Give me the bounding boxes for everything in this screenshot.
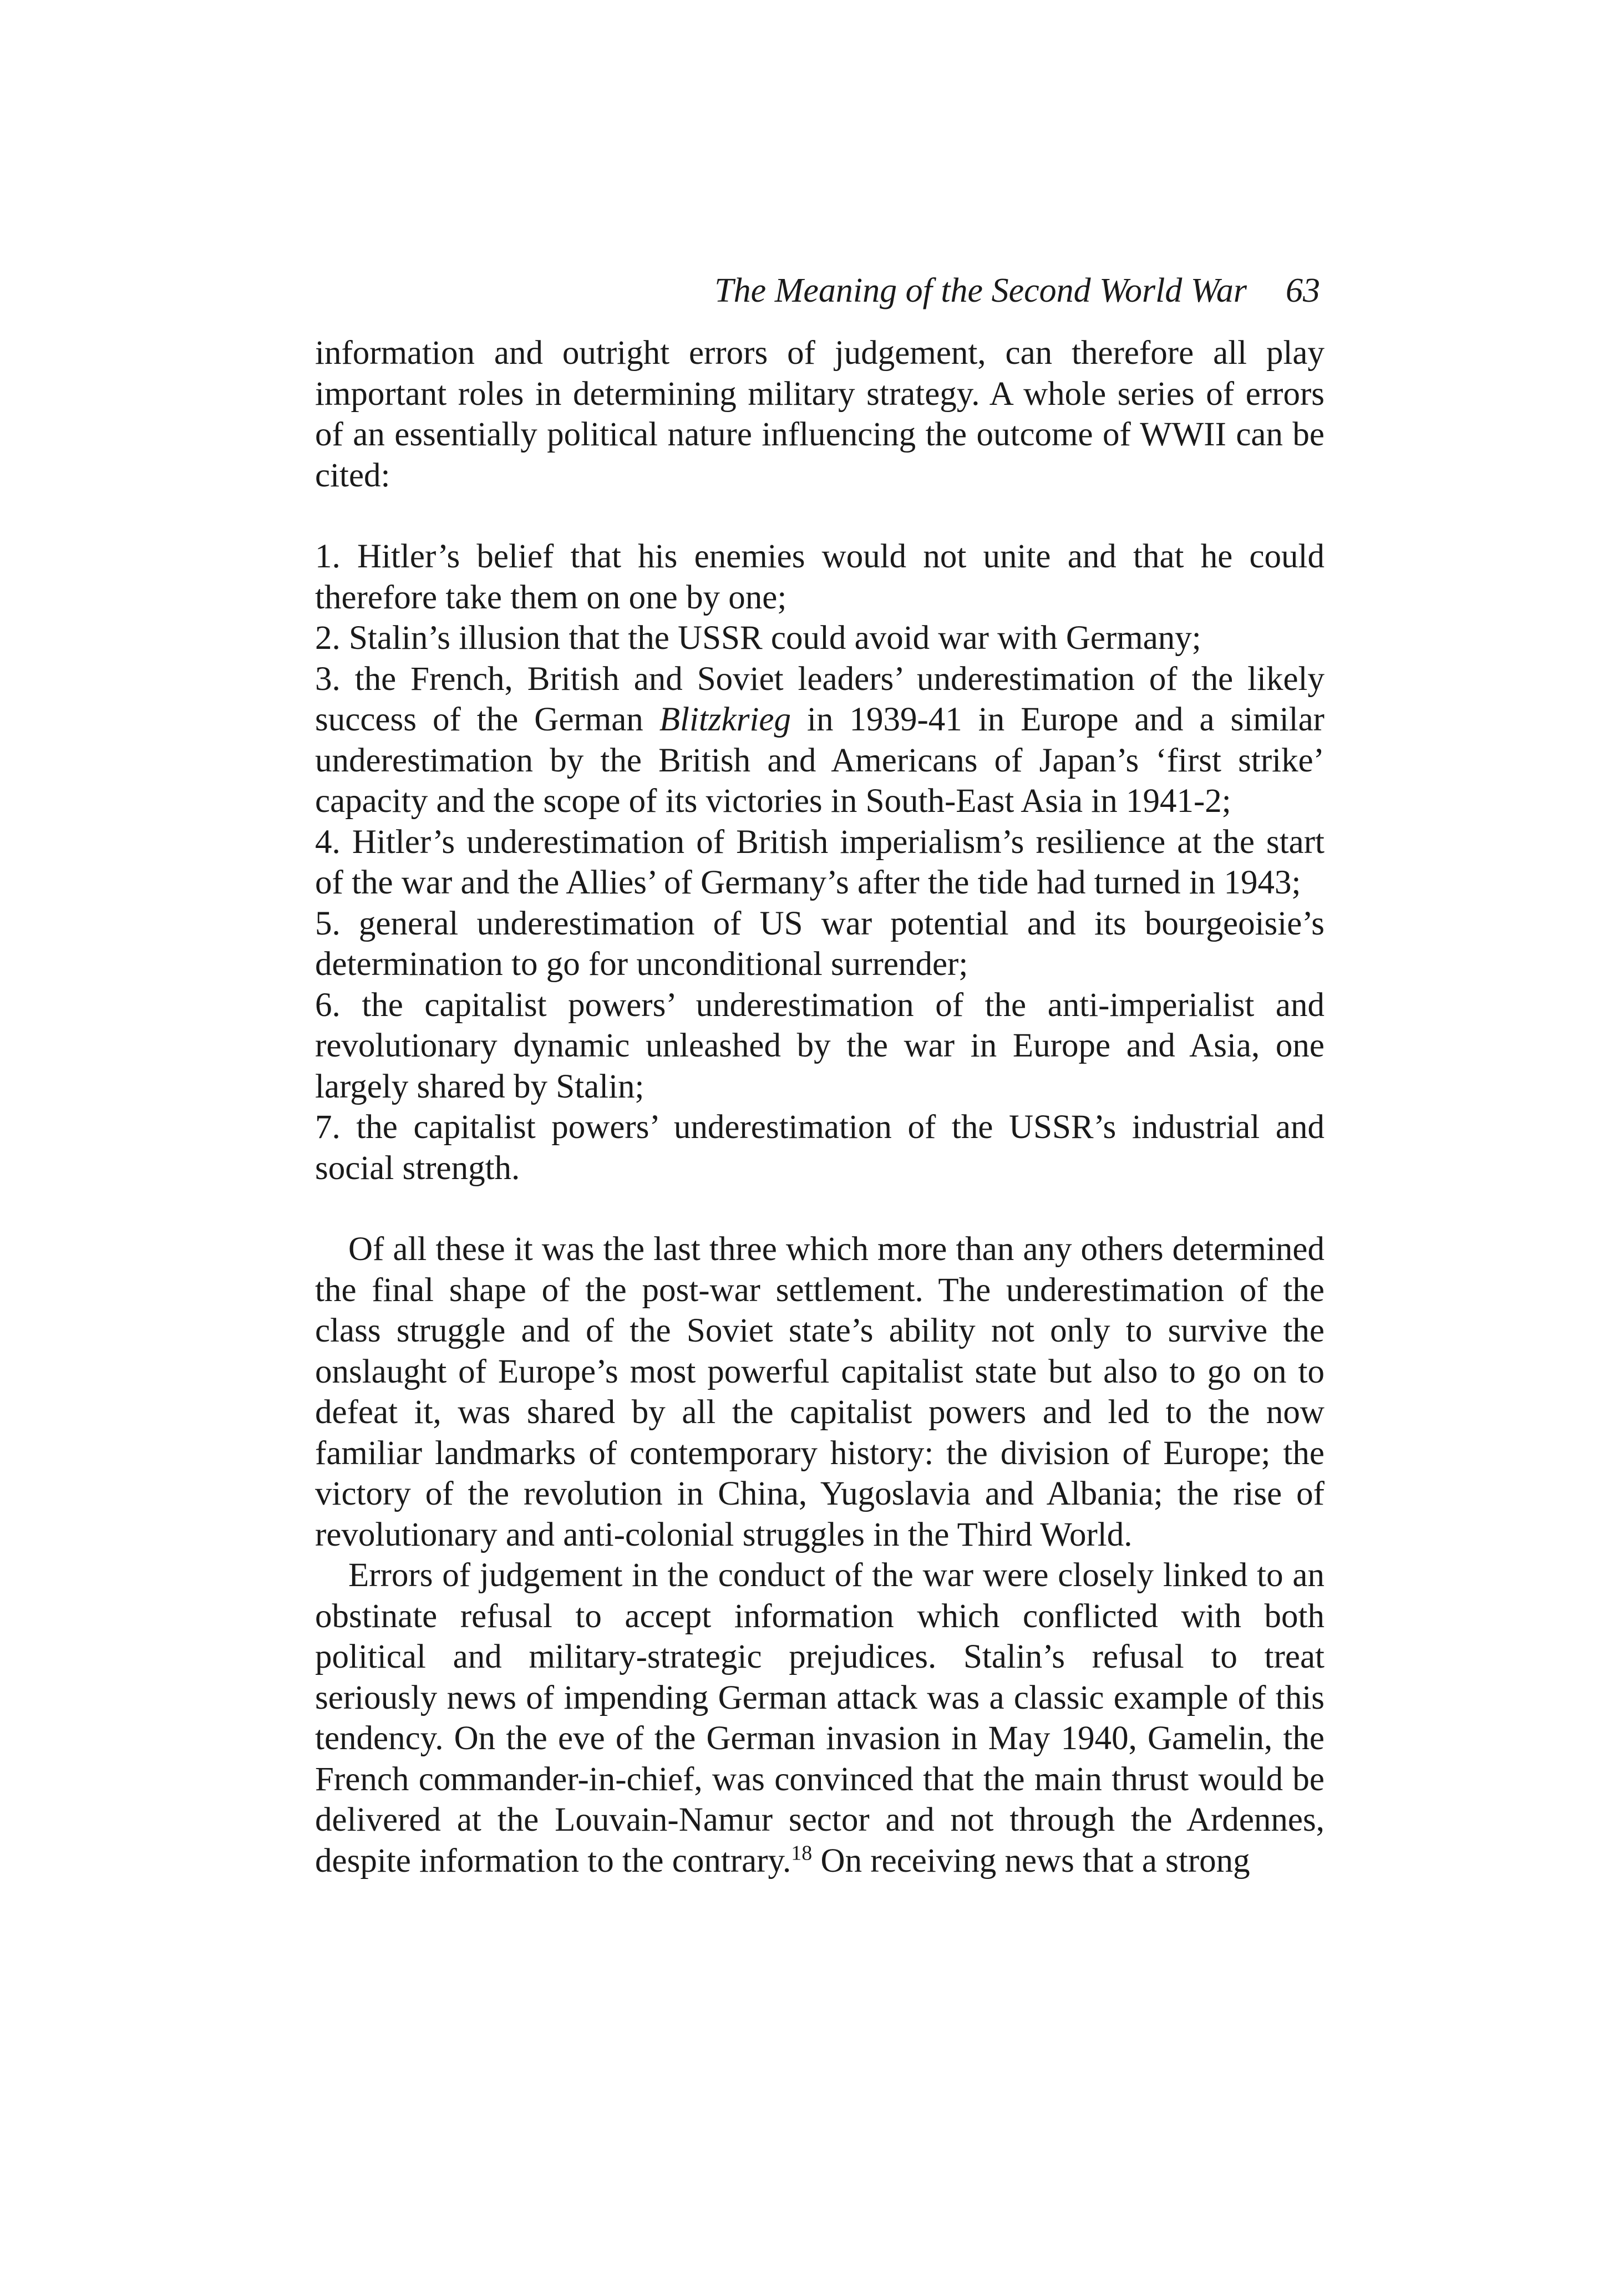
list-item [315, 903, 1324, 985]
body-paragraph: Of all these it was the last three which more than any others determined the final shape of the post-war settlement. The underestimation of the class struggle and of the Soviet state’s ability not only to survive the onslaught of Europe’s most powerful capitalist state but also to go on to defeat it, was shared by all the capitalist powers and led to the now familiar landmarks of contemporary history: the division of Europe; the victory of the revolution in China, Yugoslavia and Albania; the rise of revolutionary and anti-colonial struggles in the Third World. [315, 1231, 1324, 1553]
list-item-text: Hitler’s underestimation of British imperialism’s resilience at the start of the war and the Allies’ of Germany’s after the tide had turned in 1943; [315, 823, 1325, 901]
body-text [315, 333, 1324, 1881]
list-item-text: the French, British and Soviet leaders’ underestimation of the likely success of the German [315, 660, 1325, 738]
list-item-text: Stalin’s illusion that the USSR could avoid war with Germany; [349, 619, 1201, 657]
intro-paragraph: information and outright errors of judgement, can therefore all play important roles in determining military strategy. A whole series of errors of an essentially political nature influencing the outcome of WWII can be cited: [315, 334, 1324, 494]
paragraph-text: On receiving news that a strong [812, 1842, 1250, 1879]
list-item [315, 618, 1324, 659]
numbered-list [315, 536, 1324, 1188]
list-item-text: the capitalist powers’ underestimation of the anti-imperialist and revolutionary dynamic unleashed by the war in Europe and Asia, one largely shared by Stalin; [315, 986, 1324, 1105]
list-item-text: the capitalist powers’ underestimation of the USSR’s industrial and social strength. [315, 1109, 1325, 1187]
body-paragraph [315, 1555, 1324, 1881]
list-item-number: 1. [315, 538, 341, 575]
list-item-text: in 1939-41 in Europe and a similar underestimation by the British and Americans of Japan’s ‘first strike’ capacity and the scope of its victories in South-East Asia in 1941-2; [315, 701, 1324, 820]
list-item-number: 5. [315, 905, 341, 942]
list-item-text: Hitler’s belief that his enemies would not unite and that he could therefore take them on one by one; [315, 538, 1324, 616]
list-item-number: 6. [315, 986, 341, 1024]
running-title: The Meaning of the Second World War [714, 272, 1247, 309]
list-item-number: 4. [315, 823, 341, 861]
list-item-number: 7. [315, 1109, 341, 1146]
list-item [315, 822, 1324, 903]
italic-term: Blitzkrieg [659, 701, 791, 738]
running-head [315, 268, 1324, 313]
list-item [315, 985, 1324, 1108]
list-item-number: 2. [315, 619, 341, 657]
list-item-text: general underestimation of US war potential and its bourgeoisie’s determination to go for unconditional surrender; [315, 905, 1324, 983]
page-number: 63 [1286, 272, 1320, 309]
list-item [315, 1107, 1324, 1188]
paragraph-text: Errors of judgement in the conduct of the war were closely linked to an obstinate refusal to accept information which conflicted with both political and military-strategic prejudices. Stalin’s refusal to treat seriously news of impending German attack was a classic example of this tendency. On the eve of the German invasion in May 1940, Gamelin, the French commander-in-chief, was convinced that the main thrust would be delivered at the Louvain-Namur sector and not through the Ardennes, despite information to the contrary. [315, 1557, 1324, 1879]
list-item [315, 659, 1324, 822]
list-item [315, 536, 1324, 618]
footnote-reference: 18 [791, 1841, 813, 1865]
list-item-number: 3. [315, 660, 341, 698]
